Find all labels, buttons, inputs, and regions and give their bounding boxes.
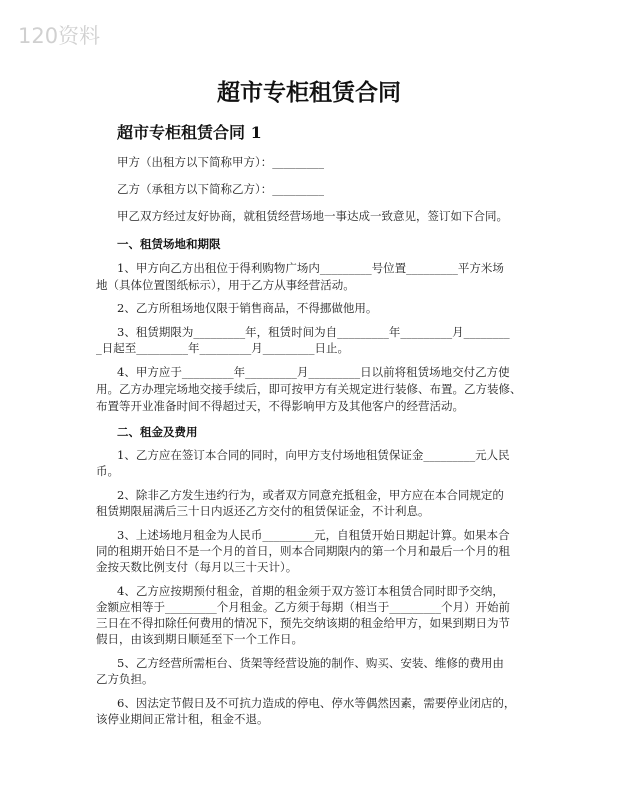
party-a-line: 甲方（出租方以下简称甲方）：_________ <box>117 155 324 169</box>
section-2-heading: 二、租金及费用 <box>117 425 198 439</box>
section-2-clause-4-line-1: 4、乙方应按期预付租金，首期的租金须于双方签订本租赁合同时即予交纳， <box>117 584 504 598</box>
section-2-clause-4-line-4: 假日，由该到期日顺延至下一个工作日。 <box>96 632 303 646</box>
section-2-clause-5-line-1: 5、乙方经营所需柜台、货架等经营设施的制作、购买、安装、维修的费用由 <box>117 656 504 670</box>
party-b-line: 乙方（承租方以下简称乙方）：_________ <box>117 182 324 196</box>
section-1-clause-2-line-1: 2、乙方所租场地仅限于销售商品，不得挪做他用。 <box>117 301 378 315</box>
section-1-clause-4-line-3: 布置等开业准备时间不得超过天，不得影响甲方及其他客户的经营活动。 <box>96 399 464 413</box>
section-1-clause-3-line-2: _日起至_________年_________月_________日止。 <box>96 341 349 355</box>
section-2-clause-6-line-1: 6、因法定节假日及不可抗力造成的停电、停水等偶然因素，需要停业闭店的， <box>117 696 516 710</box>
section-1-clause-4-line-1: 4、甲方应于_________年_________月_________日以前将租赁场地交付乙方使 <box>117 365 510 379</box>
contract-subtitle: 超市专柜租赁合同 1 <box>117 123 262 142</box>
section-2-clause-5-line-2: 乙方负担。 <box>96 672 154 686</box>
preamble-paragraph: 甲乙双方经过友好协商，就租赁经营场地一事达成一致意见，签订如下合同。 <box>117 209 508 223</box>
section-2-clause-4-line-2: 金额应相等于_________个月租金。乙方须于每期（相当于_________个月）开始前 <box>96 600 510 614</box>
section-2-clause-3-line-3: 金按天数比例支付（每月以三十天计）。 <box>96 560 298 574</box>
section-1-clause-3-line-1: 3、租赁期限为_________年，租赁时间为自_________年_________月________ <box>117 325 510 339</box>
document-title: 超市专柜租赁合同 <box>217 79 401 106</box>
section-2-clause-3-line-2: 同的租期开始日不是一个月的首日，则本合同期限内的第一个月和最后一个月的租 <box>96 544 510 558</box>
section-2-clause-4-line-3: 三日在不得扣除任何费用的情况下，预先交纳该期的租金给甲方，如果到期日为节 <box>96 616 510 630</box>
section-1-clause-1-line-2: 地（具体位置图纸标示），用于乙方从事经营活动。 <box>96 278 355 292</box>
section-2-clause-2-line-2: 租赁期限届满后三十日内返还乙方交付的租赁保证金，不计利息。 <box>96 504 430 518</box>
section-2-clause-1-line-1: 1、乙方应在签订本合同的同时，向甲方支付场地租赁保证金_________元人民 <box>117 448 510 462</box>
section-1-clause-1-line-1: 1、甲方向乙方出租位于得利购物广场内_________号位置_________平方米场 <box>117 261 504 275</box>
section-2-clause-2-line-1: 2、除非乙方发生违约行为，或者双方同意充抵租金，甲方应在本合同规定的 <box>117 488 504 502</box>
section-1-clause-4-line-2: 用。乙方办理完场地交接手续后，即可按甲方有关规定进行装修、布置。乙方装修、 <box>96 382 522 396</box>
section-2-clause-1-line-2: 币。 <box>96 464 119 478</box>
section-1-heading: 一、租赁场地和期限 <box>117 237 221 251</box>
section-2-clause-3-line-1: 3、上述场地月租金为人民币_________元，自租赁开始日期起计算。如果本合 <box>117 528 510 542</box>
section-2-clause-6-line-2: 该停业期间正常计租，租金不退。 <box>96 712 269 726</box>
watermark-logo: 120资料 <box>18 24 101 48</box>
